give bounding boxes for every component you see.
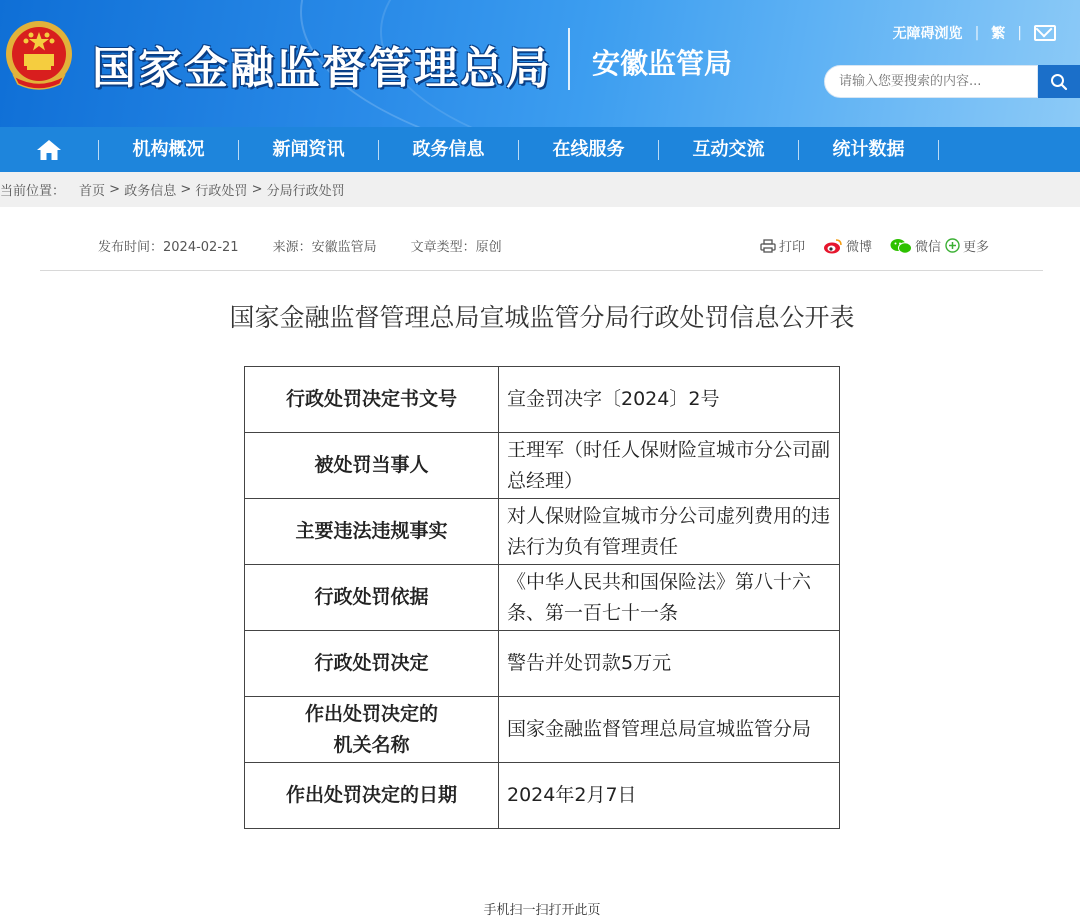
table-key-line: 作出处罚决定的 [304,702,438,725]
table-key: 行政处罚决定书文号 [245,367,499,433]
link-separator: | [974,25,980,41]
publish-time: 发布时间：2024-02-21 [98,240,239,255]
search-input[interactable] [824,65,1038,98]
site-title: 国家金融监督管理总局 [92,43,552,94]
accessibility-link[interactable]: 无障碍浏览 [892,26,963,42]
more-label: 更多 [963,240,990,255]
wechat-share-button[interactable] [890,236,941,255]
nav-divider [938,140,939,160]
nav-item-government-info[interactable]: 政务信息 [378,140,518,160]
article-meta [98,236,502,255]
home-icon [36,139,62,161]
weibo-icon [823,238,843,254]
national-emblem-icon [4,18,74,96]
table-value: 警告并处罚款5万元 [499,631,840,697]
plus-circle-icon [945,238,960,253]
title-divider [568,28,570,90]
nav-item-interaction[interactable]: 互动交流 [658,140,798,160]
search-box [824,65,1080,98]
table-row [245,565,840,631]
article-title: 国家金融监督管理总局宣城监管分局行政处罚信息公开表 [229,303,855,332]
table-row [245,697,840,763]
search-button[interactable] [1038,65,1080,98]
table-key: 行政处罚依据 [245,565,499,631]
breadcrumb [0,172,1080,207]
article-source: 来源：安徽监管局 [272,240,377,255]
nav-item-statistics[interactable]: 统计数据 [798,140,938,160]
table-row [245,433,840,499]
main-nav [0,127,1080,172]
table-key: 作出处罚决定的日期 [245,763,499,829]
breadcrumb-separator: > [251,182,263,197]
mail-icon[interactable] [1034,25,1056,41]
table-value: 对人保财险宣城市分公司虚列费用的违法行为负有管理责任 [499,499,840,565]
qr-caption: 手机扫一扫打开此页 [483,903,601,918]
breadcrumb-branch-penalty[interactable]: 分局行政处罚 [266,184,345,199]
traditional-chinese-link[interactable]: 繁 [991,26,1006,42]
weibo-label: 微博 [846,240,873,255]
nav-item-organization[interactable]: 机构概况 [98,140,238,160]
print-label: 打印 [779,240,806,255]
table-key-line: 机关名称 [333,733,410,756]
table-key: 行政处罚决定 [245,631,499,697]
table-value: 王理军（时任人保财险宣城市分公司副总经理） [499,433,840,499]
meta-divider [40,270,1043,271]
nav-home[interactable] [0,139,98,161]
table-key: 主要违法违规事实 [245,499,499,565]
table-value: 《中华人民共和国保险法》第八十六条、第一百七十一条 [499,565,840,631]
wechat-label: 微信 [915,240,942,255]
printer-icon [760,239,776,253]
table-row [245,631,840,697]
top-links [893,22,1056,44]
search-icon [1050,73,1068,91]
breadcrumb-government-info[interactable]: 政务信息 [124,184,177,199]
link-separator: | [1017,25,1022,41]
breadcrumb-separator: > [109,182,121,197]
table-value: 国家金融监督管理总局宣城监管分局 [499,697,840,763]
table-row [245,763,840,829]
breadcrumb-separator: > [180,182,192,197]
table-row [245,367,840,433]
breadcrumb-home[interactable]: 首页 [79,184,106,199]
table-row [245,499,840,565]
breadcrumb-penalty[interactable]: 行政处罚 [195,184,248,199]
weibo-share-button[interactable] [823,236,872,255]
site-header [0,0,1080,127]
nav-item-news[interactable]: 新闻资讯 [238,140,378,160]
table-value: 宣金罚决字〔2024〕2号 [499,367,840,433]
penalty-info-table [244,366,840,829]
nav-item-online-service[interactable]: 在线服务 [518,140,658,160]
table-key: 被处罚当事人 [245,433,499,499]
print-button[interactable] [760,236,805,255]
more-share-button[interactable] [945,236,989,255]
regional-office-title: 安徽监管局 [592,47,733,80]
wechat-icon [890,238,912,254]
share-bar [760,236,989,255]
article-type: 文章类型：原创 [410,240,502,255]
table-key [245,697,499,763]
table-value: 2024年2月7日 [499,763,840,829]
breadcrumb-label: 当前位置： [0,184,66,199]
